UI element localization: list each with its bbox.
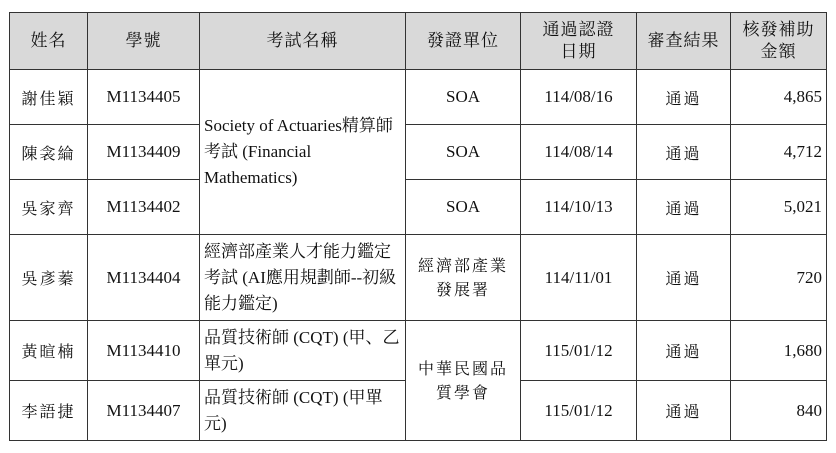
header-exam-name: 考試名稱 [200, 13, 406, 70]
cell-pass-date: 115/01/12 [521, 321, 637, 381]
cell-student-id: M1134405 [88, 70, 200, 125]
cell-student-id: M1134402 [88, 180, 200, 235]
cell-student-id: M1134409 [88, 125, 200, 180]
cell-subsidy-amount: 1,680 [731, 321, 827, 381]
header-review-result: 審查結果 [637, 13, 731, 70]
cell-subsidy-amount: 840 [731, 381, 827, 441]
cell-pass-date: 114/08/16 [521, 70, 637, 125]
cell-subsidy-amount: 5,021 [731, 180, 827, 235]
cell-review-result: 通過 [637, 235, 731, 321]
table-row [10, 180, 827, 235]
header-pass-date: 通過認證 日期 [521, 13, 637, 70]
subsidy-table [9, 12, 827, 441]
cell-review-result: 通過 [637, 321, 731, 381]
table-row [10, 70, 827, 125]
cell-subsidy-amount: 720 [731, 235, 827, 321]
cell-name: 謝佳穎 [10, 70, 88, 125]
cell-issuer: 經濟部產業發展署 [406, 235, 521, 321]
cell-issuer: 中華民國品質學會 [406, 321, 521, 441]
cell-review-result: 通過 [637, 125, 731, 180]
header-row [10, 13, 827, 70]
cell-name: 陳衾綸 [10, 125, 88, 180]
cell-pass-date: 114/08/14 [521, 125, 637, 180]
cell-name: 吳彥蓁 [10, 235, 88, 321]
header-subsidy-amount: 核發補助 金額 [731, 13, 827, 70]
cell-pass-date: 115/01/12 [521, 381, 637, 441]
cell-subsidy-amount: 4,712 [731, 125, 827, 180]
cell-exam-name: 品質技術師 (CQT) (甲單元) [200, 381, 406, 441]
cell-review-result: 通過 [637, 180, 731, 235]
header-name: 姓名 [10, 13, 88, 70]
cell-exam-name: Society of Actuaries精算師考試 (Financial Mathematics) [200, 70, 406, 235]
cell-pass-date: 114/10/13 [521, 180, 637, 235]
cell-exam-name: 品質技術師 (CQT) (甲、乙單元) [200, 321, 406, 381]
cell-name: 黃暄楠 [10, 321, 88, 381]
cell-student-id: M1134404 [88, 235, 200, 321]
cell-issuer: SOA [406, 180, 521, 235]
cell-name: 吳家齊 [10, 180, 88, 235]
table-row [10, 321, 827, 381]
cell-review-result: 通過 [637, 70, 731, 125]
cell-pass-date: 114/11/01 [521, 235, 637, 321]
header-issuer: 發證單位 [406, 13, 521, 70]
cell-review-result: 通過 [637, 381, 731, 441]
cell-exam-name: 經濟部產業人才能力鑑定考試 (AI應用規劃師--初級能力鑑定) [200, 235, 406, 321]
table-row [10, 235, 827, 321]
table-row [10, 125, 827, 180]
header-student-id: 學號 [88, 13, 200, 70]
cell-name: 李語捷 [10, 381, 88, 441]
cell-student-id: M1134407 [88, 381, 200, 441]
cell-issuer: SOA [406, 125, 521, 180]
cell-issuer: SOA [406, 70, 521, 125]
cell-student-id: M1134410 [88, 321, 200, 381]
cell-subsidy-amount: 4,865 [731, 70, 827, 125]
